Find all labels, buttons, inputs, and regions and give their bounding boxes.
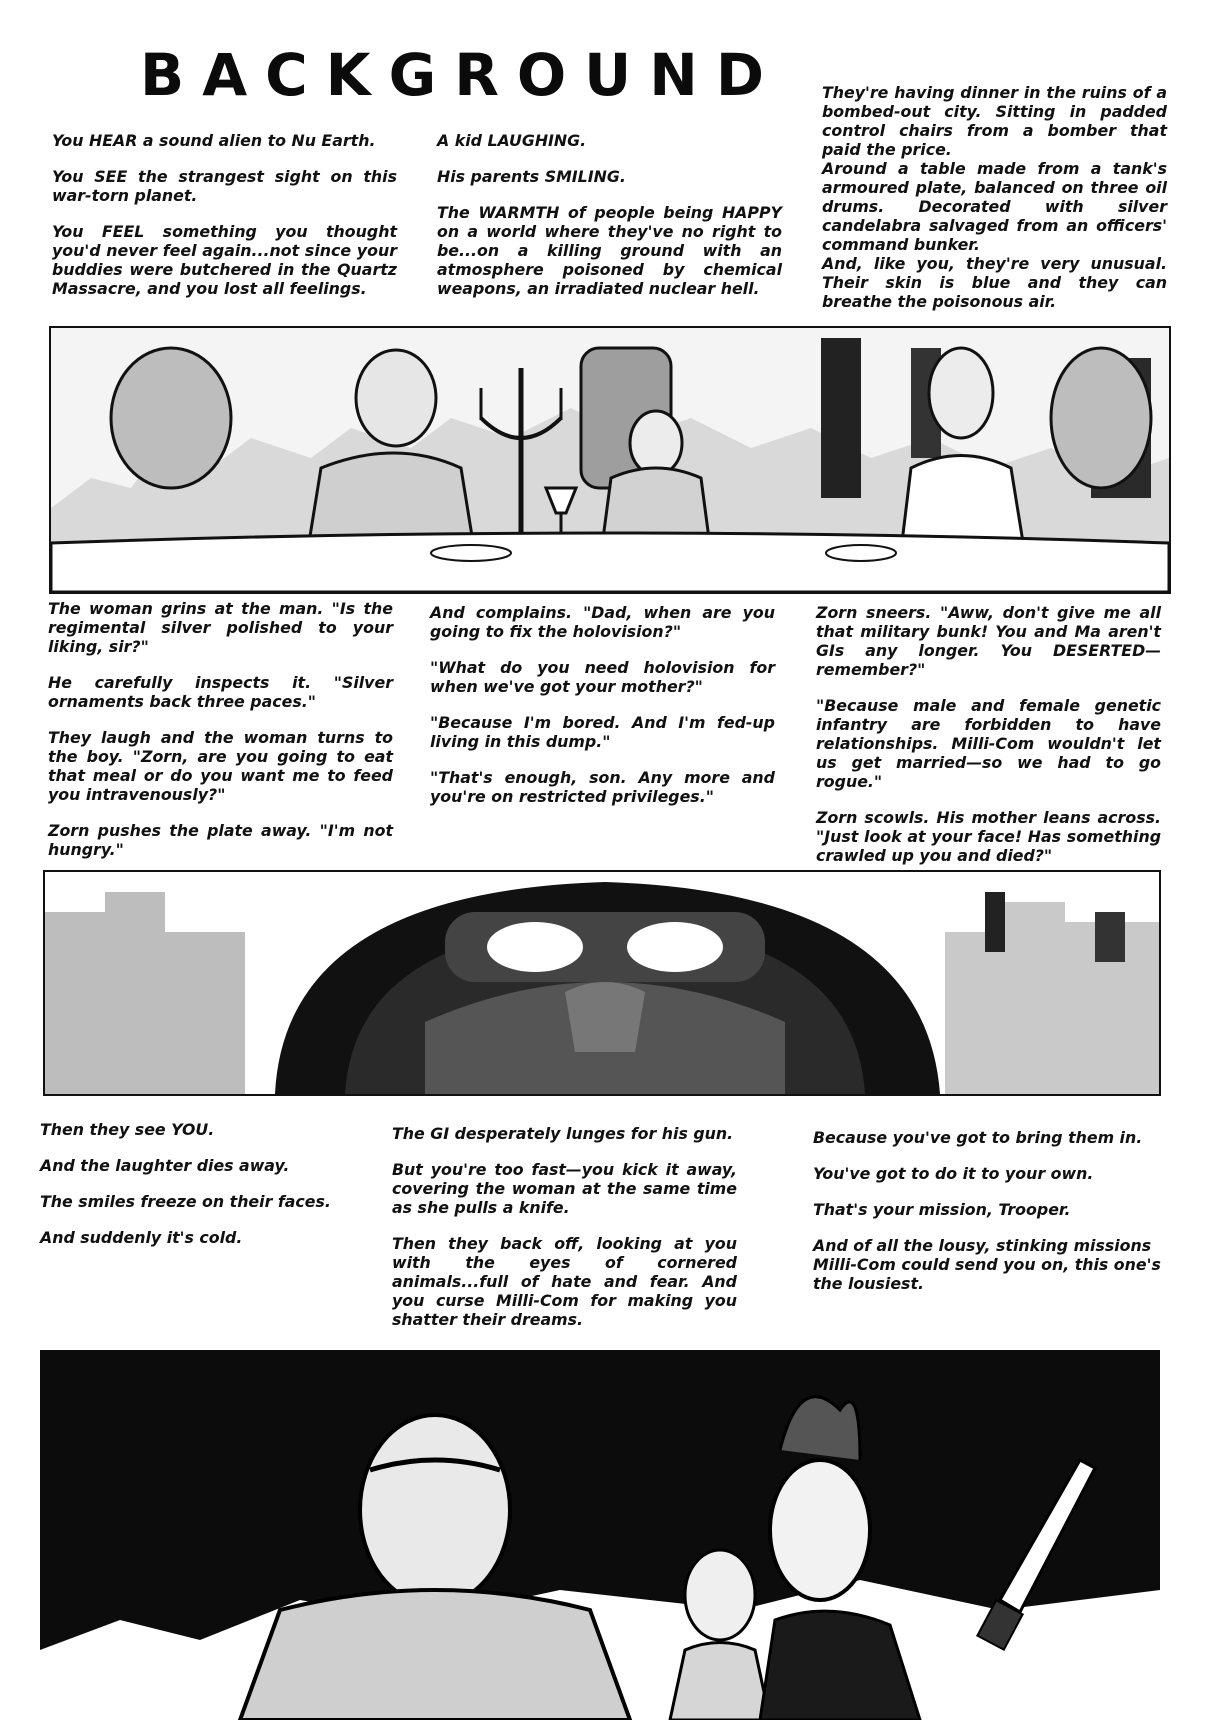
intro-column-3 — [822, 83, 1167, 311]
dinner-column-2 — [430, 603, 775, 806]
paragraph: Then they see YOU. — [40, 1120, 215, 1139]
paragraph: And complains. "Dad, when are you going to fix the holovision?" — [430, 603, 775, 641]
paragraph: You FEEL something you thought you'd never feel again...not since your buddies were butchered in the Quartz Massacre, and you lost all feelings. — [52, 222, 397, 298]
paragraph: And, like you, they're very unusual. Their skin is blue and they can breathe the poisonous air. — [822, 254, 1167, 311]
paragraph: The woman grins at the man. "Is the regimental silver polished to your liking, sir?" — [48, 599, 393, 656]
paragraph: Zorn sneers. "Aww, don't give me all that military bunk! You and Ma aren't GIs any longer. You DESERTED—remember?" — [816, 603, 1161, 679]
dinner-column-1 — [48, 599, 393, 859]
page-title: BACKGROUND — [140, 41, 782, 109]
paragraph: "That's enough, son. Any more and you're on restricted privileges." — [430, 768, 775, 806]
paragraph: Then they back off, looking at you with the eyes of cornered animals...full of hate and fear. And you curse Milli-Com for making you shatter their dreams. — [392, 1234, 737, 1329]
paragraph: And of all the lousy, stinking missions Milli-Com could send you on, this one's the lousiest. — [813, 1236, 1161, 1293]
paragraph: You HEAR a sound alien to Nu Earth. — [52, 131, 376, 150]
dinner-scene-art — [51, 328, 1169, 592]
paragraph: And the laughter dies away. — [40, 1156, 290, 1175]
intro-column-2 — [437, 131, 782, 298]
paragraph: The GI desperately lunges for his gun. — [392, 1124, 734, 1143]
paragraph: Zorn pushes the plate away. "I'm not hungry." — [48, 821, 393, 859]
trooper-mask-art — [45, 872, 1159, 1094]
paragraph: That's your mission, Trooper. — [813, 1200, 1071, 1219]
paragraph: Around a table made from a tank's armoured plate, balanced on three oil drums. Decorated with silver candelabra salvaged from an officers' command bunker. — [822, 159, 1167, 254]
paragraph: Because you've got to bring them in. — [813, 1128, 1143, 1147]
dinner-column-3 — [816, 603, 1161, 901]
paragraph: The WARMTH of people being HAPPY on a world where they've no right to be...on a killing ground with an atmosphere poisoned by chemical weapons, an irradiated nuclear hell. — [437, 203, 782, 298]
paragraph: "Because male and female genetic infantry are forbidden to have relationships. Milli-Com wouldn't let us get married—so we had to go rogue." — [816, 696, 1161, 791]
family-dinner-illustration — [49, 326, 1171, 594]
cornered-family-illustration — [40, 1350, 1160, 1720]
intro-column-1 — [52, 131, 397, 298]
confront-column-1 — [40, 1120, 370, 1247]
confront-column-2 — [392, 1124, 737, 1329]
paragraph: His parents SMILING. — [437, 167, 626, 186]
cornered-family-art — [40, 1350, 1160, 1720]
paragraph: They laugh and the woman turns to the boy. "Zorn, are you going to eat that meal or do you want me to feed you intravenously?" — [48, 728, 393, 804]
paragraph: He carefully inspects it. "Silver ornaments back three paces." — [48, 673, 393, 711]
paragraph: "Because I'm bored. And I'm fed-up living in this dump." — [430, 713, 775, 751]
paragraph: "What do you need holovision for when we've got your mother?" — [430, 658, 775, 696]
paragraph: A kid LAUGHING. — [437, 131, 587, 150]
paragraph: But you're too fast—you kick it away, covering the woman at the same time as she pulls a knife. — [392, 1160, 737, 1217]
paragraph: Zorn scowls. His mother leans across. "Just look at your face! Has something crawled up you and died?" — [816, 808, 1161, 865]
paragraph: You've got to do it to your own. — [813, 1164, 1094, 1183]
gas-mask-trooper-illustration — [43, 870, 1161, 1096]
paragraph: The smiles freeze on their faces. — [40, 1192, 331, 1211]
paragraph: You SEE the strangest sight on this war-torn planet. — [52, 167, 397, 205]
confront-column-3 — [813, 1128, 1163, 1293]
paragraph: They're having dinner in the ruins of a bombed-out city. Sitting in padded control chairs from a bomber that paid the price. — [822, 83, 1167, 159]
paragraph: And suddenly it's cold. — [40, 1228, 243, 1247]
